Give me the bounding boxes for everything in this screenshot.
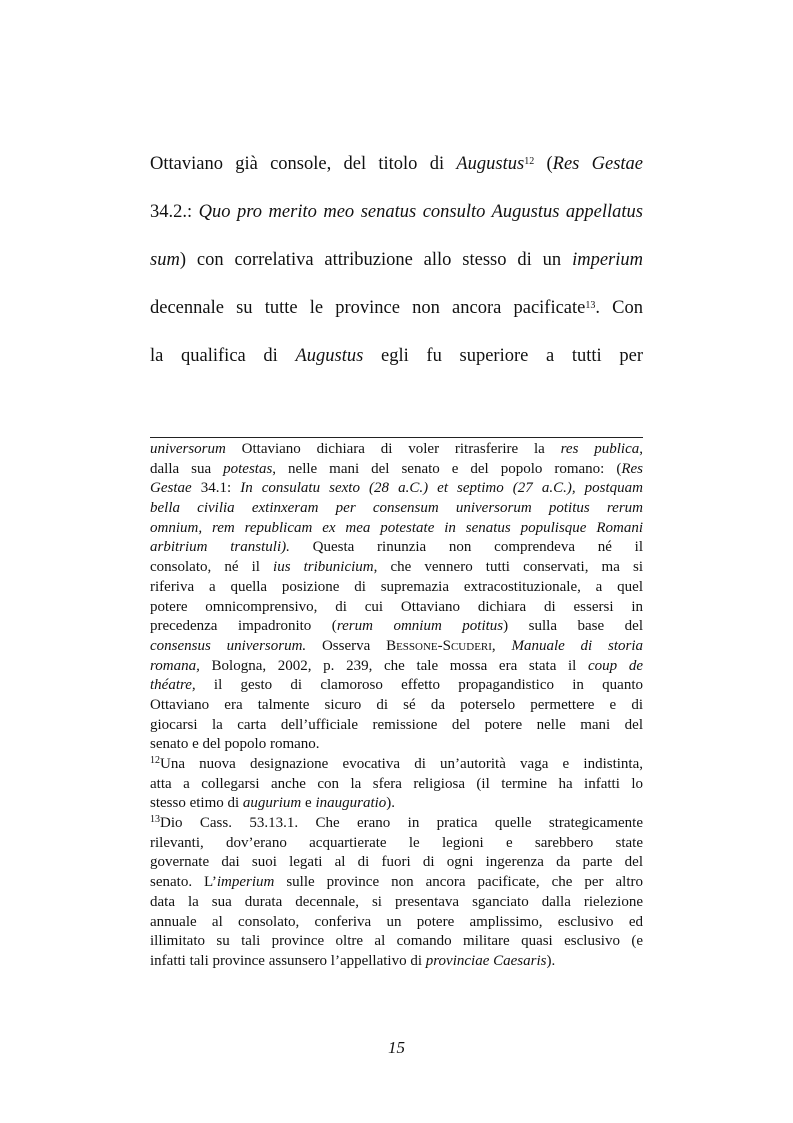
footnote-continued: universorum Ottaviano dichiara di voler ritrasferire la res publica, dalla sua potestas, nelle mani del senato e del popolo romano: (Res Gestae 34.1: In consulatu sexto (28 a.C.) et septimo (27 a.C.), postquam bella civilia extinxeram per consensum universorum potitus rerum omnium, rem republicam ex mea potestate in senatus populisque Romani arbitrium transtuli). Questa rinunzia non comprendeva né il consolato, né il ius tribunicium, che vennero tutti conservati, ma si riferiva a quella posizione di supremazia extracostituzionale, a quel potere omnicomprensivo, di cui Ottaviano dichiara di essersi in precedenza impadronito (rerum omnium potitus) sulla base del consensus universorum. Osserva Bessone-Scuderi, Manuale di storia romana, Bologna, 2002, p. 239, che tale mossa era stata il coup de théatre, il gesto di clamoroso effetto propagandistico in quanto Ottaviano era talmente sicuro di sé da poterselo permettere e di giocarsi la carta dell’ufficiale remissione del potere nelle mani del senato e del popolo romano. <box>150 441 643 753</box>
footnotes <box>150 440 643 972</box>
body-line-4: decennale su tutte le province non ancora pacificate$^{13}$. Con <box>150 298 643 318</box>
footnote-12: $^{12}$Una nuova designazione evocativa di un’autorità vaga e indistinta, atta a collegarsi anche con la sfera religiosa (il termine ha infatti lo stesso etimo di augurium e inauguratio). <box>150 755 643 812</box>
body-line-5: la qualifica di Augustus egli fu superiore a tutti per <box>150 346 643 366</box>
body-line-1: Ottaviano già console, del titolo di Augustus$^{12}$ (Res Gestae <box>150 154 643 174</box>
body-line-3: sum) con correlativa attribuzione allo stesso di un imperium <box>150 250 643 270</box>
footnote-12-number: 12 <box>150 755 160 766</box>
main-text <box>150 140 643 380</box>
author-smallcaps: Bessone-Scuderi <box>386 637 492 654</box>
footnote-separator <box>150 437 643 438</box>
footnote-13-number: 13 <box>150 814 160 826</box>
body-line-2: 34.2.: Quo pro merito meo senatus consulto Augustus appellatus <box>150 202 643 222</box>
footnote-13: $^{13}$Dio Cass. 53.13.1. Che erano in pratica quelle strategicamente rilevanti, dov’erano acquartierate le legioni e sarebbero state governate dai suoi legati al di fuori di ogni ingerenza da parte del senato. L’imperium sulle province non ancora pacificate, che per altro data la sua durata decennale, si presentava sganciato dalla rielezione annuale al consolato, conferiva un potere amplissimo, esclusivo ed illimitato su tali province oltre al comando militare quasi esclusivo (e infatti tali province assunsero l’appellativo di provinciae Caesaris). <box>150 814 643 969</box>
page-number: 15 <box>388 1038 405 1057</box>
